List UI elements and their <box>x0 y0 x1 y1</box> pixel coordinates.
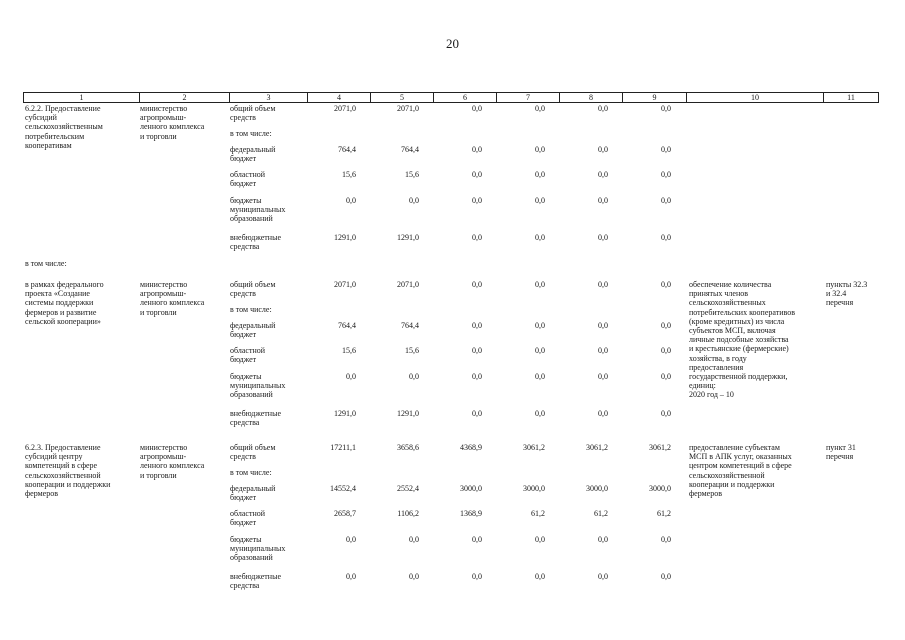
funding-source-label: областной бюджет <box>230 346 266 365</box>
funding-value: 0,0 <box>598 280 608 289</box>
header-col-10: 10 <box>686 93 823 102</box>
header-col-11: 11 <box>823 93 878 102</box>
funding-value: 2071,0 <box>397 104 419 113</box>
funding-source-label: общий объем средств <box>230 443 276 462</box>
funding-value: 3658,6 <box>397 443 419 452</box>
funding-value: 3061,2 <box>649 443 671 452</box>
funding-source-label: внебюджетные средства <box>230 409 281 428</box>
funding-value: 1106,2 <box>397 509 419 518</box>
responsible-executor: министерство агропромыш- ленного комплекса и торговли <box>140 443 205 480</box>
funding-value: 0,0 <box>535 572 545 581</box>
result-indicator: обеспечение количества принятых членов сельскохозяйственных потребительских кооперативов (кроме кредитных) из числа субъектов МСП, включая личные подсобные хозяйства и крестьянские (фермерские) хозяйства, в году предоставления государственной поддержки, единиц: 2020 год – 10 <box>689 280 796 400</box>
responsible-executor: министерство агропромыш- ленного комплекса и торговли <box>140 104 205 141</box>
funding-value: 764,4 <box>401 321 419 330</box>
funding-value: 0,0 <box>472 572 482 581</box>
funding-value: 17211,1 <box>330 443 356 452</box>
header-col-7: 7 <box>496 93 559 102</box>
funding-value: 0,0 <box>472 170 482 179</box>
funding-value: 0,0 <box>661 145 671 154</box>
funding-value: 15,6 <box>342 346 356 355</box>
funding-value: 2071,0 <box>334 104 356 113</box>
funding-value: 0,0 <box>535 346 545 355</box>
funding-value: 0,0 <box>598 572 608 581</box>
funding-value: 2658,7 <box>334 509 356 518</box>
funding-value: 2552,4 <box>397 484 419 493</box>
funding-value: 0,0 <box>661 170 671 179</box>
funding-value: 0,0 <box>598 145 608 154</box>
funding-value: 0,0 <box>661 535 671 544</box>
funding-value: 0,0 <box>598 170 608 179</box>
funding-value: 0,0 <box>346 535 356 544</box>
funding-value: 0,0 <box>535 535 545 544</box>
header-col-3: 3 <box>229 93 307 102</box>
funding-value: 0,0 <box>472 104 482 113</box>
header-col-5: 5 <box>370 93 433 102</box>
header-col-9: 9 <box>622 93 686 102</box>
funding-source-label: федеральный бюджет <box>230 484 276 503</box>
funding-value: 0,0 <box>598 372 608 381</box>
funding-value: 1291,0 <box>334 409 356 418</box>
funding-source-label: областной бюджет <box>230 509 266 528</box>
table-header-row <box>23 92 879 103</box>
funding-value: 0,0 <box>472 145 482 154</box>
funding-value: 0,0 <box>472 196 482 205</box>
funding-value: 0,0 <box>535 196 545 205</box>
funding-value: 0,0 <box>598 346 608 355</box>
funding-value: 0,0 <box>598 233 608 242</box>
funding-value: 2071,0 <box>334 280 356 289</box>
funding-value: 3000,0 <box>586 484 608 493</box>
funding-source-label: в том числе: <box>230 468 272 477</box>
funding-value: 3000,0 <box>523 484 545 493</box>
funding-value: 0,0 <box>661 409 671 418</box>
funding-value: 0,0 <box>661 104 671 113</box>
reference-link: пункты 32.3 и 32.4 перечня <box>826 280 868 308</box>
funding-value: 0,0 <box>535 233 545 242</box>
funding-value: 0,0 <box>409 372 419 381</box>
funding-value: 0,0 <box>346 196 356 205</box>
funding-value: 1368,9 <box>460 509 482 518</box>
funding-value: 0,0 <box>661 280 671 289</box>
header-col-8: 8 <box>559 93 622 102</box>
funding-value: 4368,9 <box>460 443 482 452</box>
funding-value: 0,0 <box>472 346 482 355</box>
reference-link: пункт 31 перечня <box>826 443 856 462</box>
funding-value: 0,0 <box>535 145 545 154</box>
funding-source-label: бюджеты муниципальных образований <box>230 535 286 563</box>
funding-value: 0,0 <box>472 280 482 289</box>
funding-source-label: бюджеты муниципальных образований <box>230 196 286 224</box>
funding-value: 0,0 <box>535 280 545 289</box>
funding-source-label: общий объем средств <box>230 104 276 123</box>
funding-value: 0,0 <box>409 572 419 581</box>
measure-title: в рамках федерального проекта «Создание системы поддержки фермеров и развитие сельской кооперации» <box>25 280 104 326</box>
funding-value: 0,0 <box>661 346 671 355</box>
funding-value: 764,4 <box>338 145 356 154</box>
funding-value: 0,0 <box>598 409 608 418</box>
funding-value: 764,4 <box>338 321 356 330</box>
funding-value: 61,2 <box>657 509 671 518</box>
funding-source-label: внебюджетные средства <box>230 572 281 591</box>
measure-title: 6.2.2. Предоставление субсидий сельскохозяйственным потребительским кооперативам <box>25 104 103 150</box>
funding-source-label: в том числе: <box>230 305 272 314</box>
funding-value: 1291,0 <box>397 409 419 418</box>
funding-value: 0,0 <box>598 321 608 330</box>
funding-value: 1291,0 <box>334 233 356 242</box>
funding-value: 0,0 <box>472 409 482 418</box>
funding-value: 0,0 <box>409 535 419 544</box>
funding-value: 15,6 <box>405 170 419 179</box>
funding-value: 3000,0 <box>460 484 482 493</box>
funding-source-label: бюджеты муниципальных образований <box>230 372 286 400</box>
measure-title: 6.2.3. Предоставление субсидий центру компетенций в сфере сельскохозяйственной кооперации и поддержки фермеров <box>25 443 111 499</box>
header-col-2: 2 <box>139 93 229 102</box>
funding-value: 3061,2 <box>586 443 608 452</box>
funding-value: 0,0 <box>661 196 671 205</box>
funding-value: 0,0 <box>346 372 356 381</box>
funding-value: 2071,0 <box>397 280 419 289</box>
funding-source-label: федеральный бюджет <box>230 145 276 164</box>
funding-value: 0,0 <box>535 104 545 113</box>
funding-value: 0,0 <box>535 321 545 330</box>
funding-value: 61,2 <box>594 509 608 518</box>
funding-value: 3061,2 <box>523 443 545 452</box>
result-indicator: предоставление субъектам МСП в АПК услуг, оказанных центром компетенций в сфере сельскохозяйственной кооперации и поддержки фермеров <box>689 443 792 499</box>
funding-value: 3000,0 <box>649 484 671 493</box>
funding-value: 1291,0 <box>397 233 419 242</box>
funding-value: 0,0 <box>598 196 608 205</box>
header-col-6: 6 <box>433 93 496 102</box>
funding-value: 0,0 <box>661 572 671 581</box>
funding-value: 0,0 <box>472 372 482 381</box>
funding-value: 0,0 <box>535 170 545 179</box>
funding-source-label: областной бюджет <box>230 170 266 189</box>
funding-source-label: в том числе: <box>230 129 272 138</box>
funding-value: 0,0 <box>598 104 608 113</box>
funding-value: 0,0 <box>472 233 482 242</box>
funding-value: 0,0 <box>472 321 482 330</box>
funding-source-label: внебюджетные средства <box>230 233 281 252</box>
funding-source-label: общий объем средств <box>230 280 276 299</box>
funding-value: 0,0 <box>661 321 671 330</box>
page-number: 20 <box>446 36 459 51</box>
funding-value: 764,4 <box>401 145 419 154</box>
responsible-executor: министерство агропромыш- ленного комплекса и торговли <box>140 280 205 317</box>
funding-value: 0,0 <box>535 372 545 381</box>
funding-value: 15,6 <box>405 346 419 355</box>
funding-value: 0,0 <box>661 372 671 381</box>
header-col-4: 4 <box>307 93 370 102</box>
funding-value: 0,0 <box>598 535 608 544</box>
funding-value: 0,0 <box>661 233 671 242</box>
funding-value: 0,0 <box>409 196 419 205</box>
header-col-1: 1 <box>79 93 84 102</box>
funding-value: 0,0 <box>472 535 482 544</box>
funding-value: 14552,4 <box>330 484 356 493</box>
funding-value: 0,0 <box>346 572 356 581</box>
funding-value: 0,0 <box>535 409 545 418</box>
funding-source-label: федеральный бюджет <box>230 321 276 340</box>
funding-value: 15,6 <box>342 170 356 179</box>
sub-heading: в том числе: <box>25 259 67 268</box>
funding-value: 61,2 <box>531 509 545 518</box>
